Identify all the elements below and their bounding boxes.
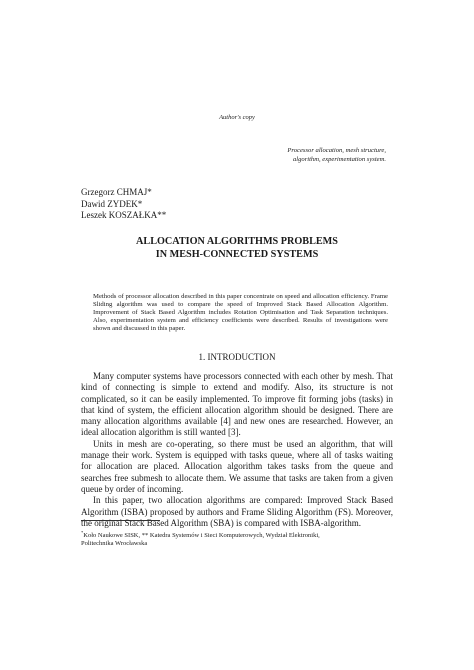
paper-title <box>0 236 474 261</box>
author-list <box>81 187 166 222</box>
keywords-line: Processor allocation, mesh structure, <box>287 147 386 154</box>
footnote-text: Koło Naukowe SISK, ** Katedra Systemów i Sieci Komputerowych, Wydział Elektroniki, <box>83 532 320 540</box>
paragraph: Many computer systems have processors connected with each other by mesh. That kind of connecting is simple to extend and modify. Also, its structure is not complicated, so it can be easily implemented. To improve fit forming jobs (tasks) in that kind of system, the efficient allocation algorithm should be designed. There are many allocation algorithms available [4] and new ones are researched. However, an ideal allocation algorithm is still wanted [3]. <box>81 371 393 438</box>
footnote-line <box>81 529 391 540</box>
section-heading: 1. INTRODUCTION <box>198 352 276 362</box>
footnote-marker: * <box>81 530 84 535</box>
title-line: IN MESH-CONNECTED SYSTEMS <box>155 248 319 260</box>
footnote-divider <box>81 520 160 521</box>
footnote-line: Politechnika Wrocławska <box>81 540 148 548</box>
footnote <box>81 529 391 549</box>
paragraph: In this paper, two allocation algorithms are compared: Improved Stack Based Algorithm (ISBA) proposed by authors and Frame Sliding Algorithm (FS). Moreover, the original Stack Based Algorithm (SBA) is compared with ISBA-algorithm. <box>81 495 393 528</box>
author-name: Grzegorz CHMAJ* <box>81 187 152 197</box>
abstract: Methods of processor allocation described in this paper concentrate on speed and allocation efficiency. Frame Sliding algorithm was used to compare the speed of Improved Stack Based Allocation Algorithm. Improvement of Stack Based Algorithm includes Rotation Optimisation and Task Separation techniques. Also, experimentation system and efficiency coefficients were described. Results of investigations were shown and discussed in this paper. <box>93 293 388 333</box>
body-text <box>81 371 393 529</box>
keywords <box>186 146 386 164</box>
keywords-line: algorithm, experimentation system. <box>292 156 386 163</box>
author-name: Dawid ZYDEK* <box>81 198 143 209</box>
paragraph: Units in mesh are co-operating, so there must be used an algorithm, that will manage their work. System is equipped with tasks queue, where all of tasks waiting for allocation are placed. Allocation algorithm takes tasks from the queue and searches free submesh to allocate them. We assume that tasks are taken from a given queue by order of incoming. <box>81 438 393 494</box>
title-line: ALLOCATION ALGORITHMS PROBLEMS <box>136 236 338 247</box>
author-name: Leszek KOSZAŁKA** <box>81 210 167 220</box>
copy-note: Author's copy <box>219 114 255 121</box>
